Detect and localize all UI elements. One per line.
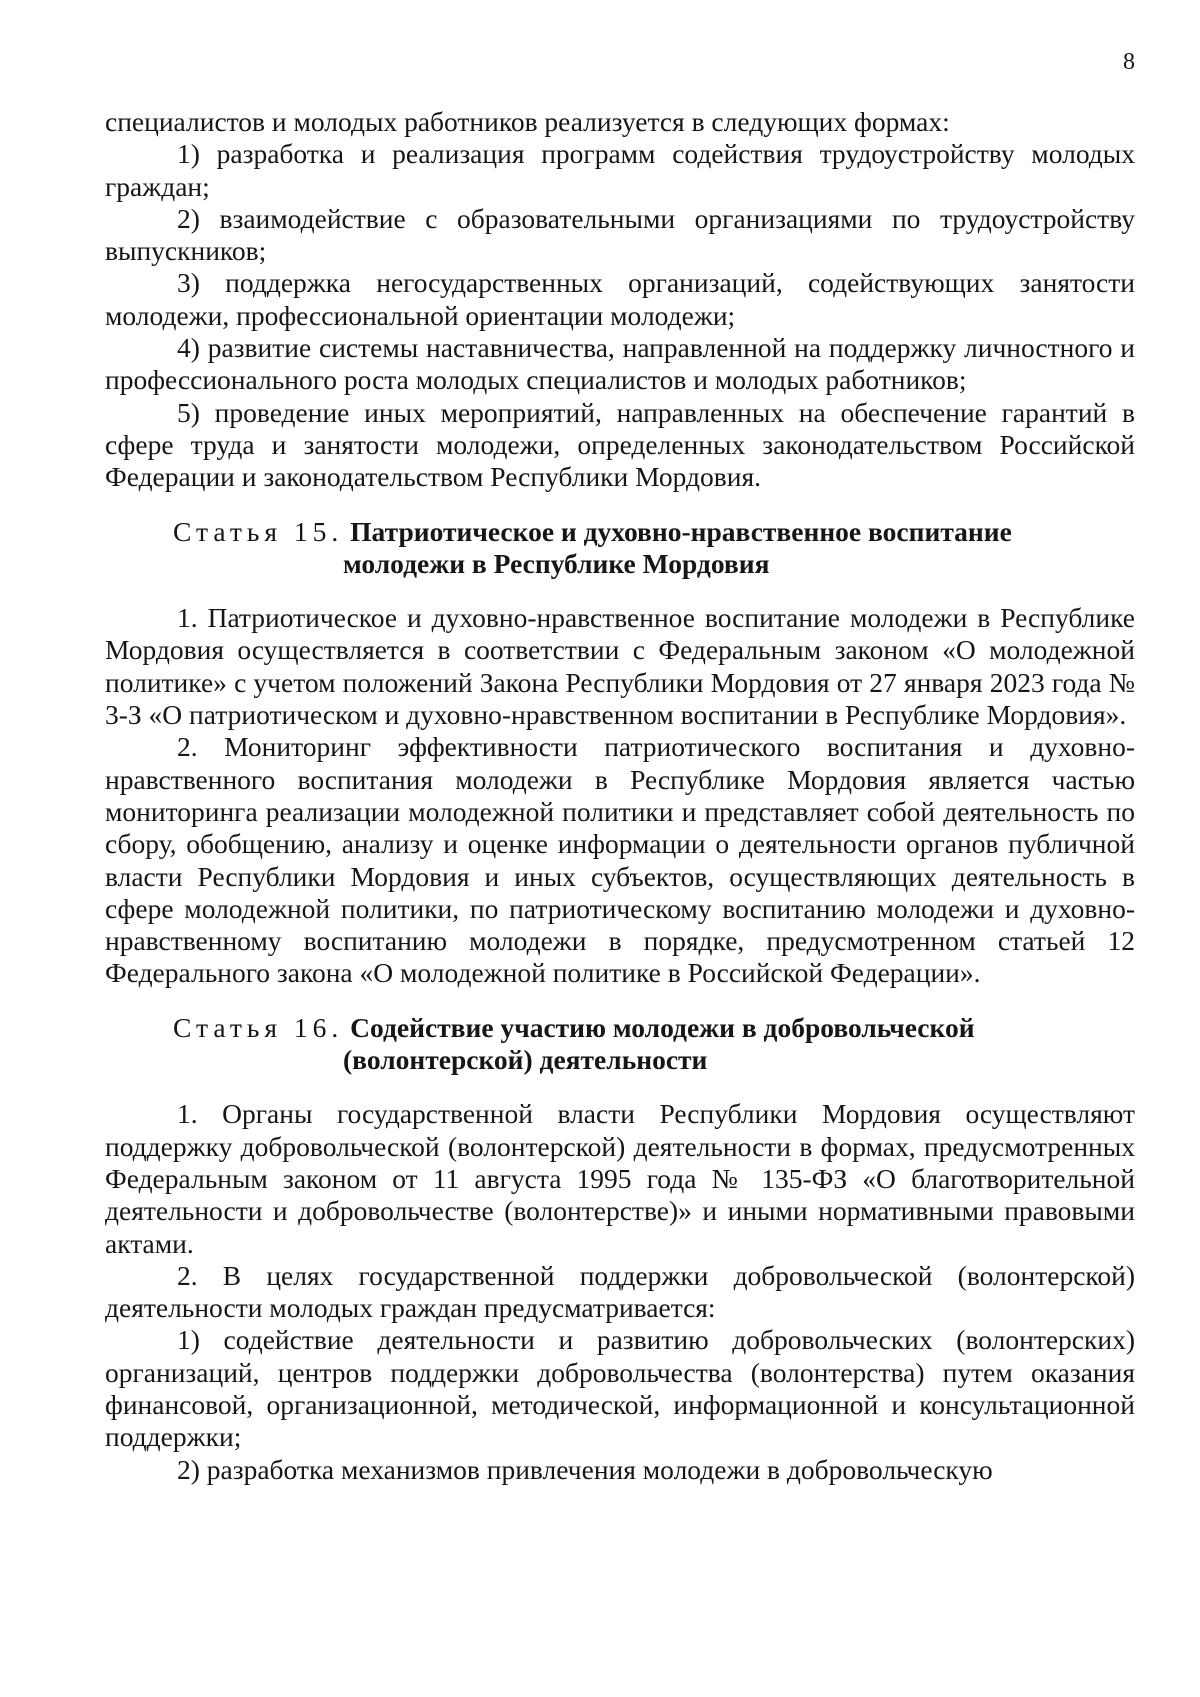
document-body [105,106,1135,1486]
article-16-paragraph: 2) разработка механизмов привлечения молодежи в добровольческую [177,1453,993,1485]
article-15-paragraph: 2. Мониторинг эффективности патриотического воспитания и духовно-нравственного воспитания молодежи в Республике Мордовия является частью мониторинга реализации молодежной политики и представляет собой деятельность по сбору, обобщению, анализу и оценке информации о деятельности органов публичной власти Республики Мордовия и иных субъектов, осуществляющих деятельность в сфере молодежной политики, по патриотическому воспитанию молодежи и духовно-нравственному воспитанию молодежи в порядке, предусмотренном статьей 12 Федерального закона «О молодежной политике в Российской Федерации». [105,731,1135,989]
page-number: 8 [1123,49,1135,75]
list-item: 5) проведение иных мероприятий, направленных на обеспечение гарантий в сфере труда и занятости молодежи, определенных законодательством Российской Федерации и законодательством Республики Мордовия. [105,396,1135,493]
article-label: Статья 15. [173,515,344,547]
article-16-paragraph: 1. Органы государственной власти Республики Мордовия осуществляют поддержку добровольческой (волонтерской) деятельности в формах, предусмотренных Федеральным законом от 11 августа 1995 года № 135-ФЗ «О благотворительной деятельности и добровольчестве (волонтерстве)» и иными нормативными правовыми актами. [105,1098,1135,1259]
article-16-paragraph: 1) содействие деятельности и развитию добровольческих (волонтерских) организаций, центров поддержки добровольчества (волонтерства) путем оказания финансовой, организационной, методической, информационной и консультационной поддержки; [105,1324,1135,1453]
list-item: 1) разработка и реализация программ содействия трудоустройству молодых граждан; [105,138,1135,202]
list-item: 3) поддержка негосударственных организаций, содействующих занятости молодежи, профессиональной ориентации молодежи; [105,267,1135,331]
article-label: Статья 16. [173,1011,344,1043]
article-title-line2: (волонтерской) деятельности [343,1044,708,1076]
article-15-paragraph: 1. Патриотическое и духовно-нравственное воспитание молодежи в Республике Мордовия осуществляется в соответствии с Федеральным законом «О молодежной политике» с учетом положений Закона Республики Мордовия от 27 января 2023 года № 3-З «О патриотическом и духовно-нравственном воспитании в Республике Мордовия». [105,602,1135,731]
article-title-line2: молодежи в Республике Мордовия [343,547,770,579]
article-16-paragraph: 2. В целях государственной поддержки добровольческой (волонтерской) деятельности молодых граждан предусматривается: [105,1259,1135,1324]
list-item: 4) развитие системы наставничества, направленной на поддержку личностного и профессионального роста молодых специалистов и молодых работников; [105,332,1135,396]
list-item: 2) взаимодействие с образовательными организациями по трудоустройству выпускников; [105,202,1135,267]
article-title: Патриотическое и духовно-нравственное воспитание [350,515,1012,547]
continuation-text: специалистов и молодых работников реализуется в следующих формах: [105,106,950,137]
article-title: Содействие участию молодежи в добровольческой [350,1011,975,1043]
article-16-heading [105,1012,1135,1077]
article-15-heading [105,516,1135,581]
